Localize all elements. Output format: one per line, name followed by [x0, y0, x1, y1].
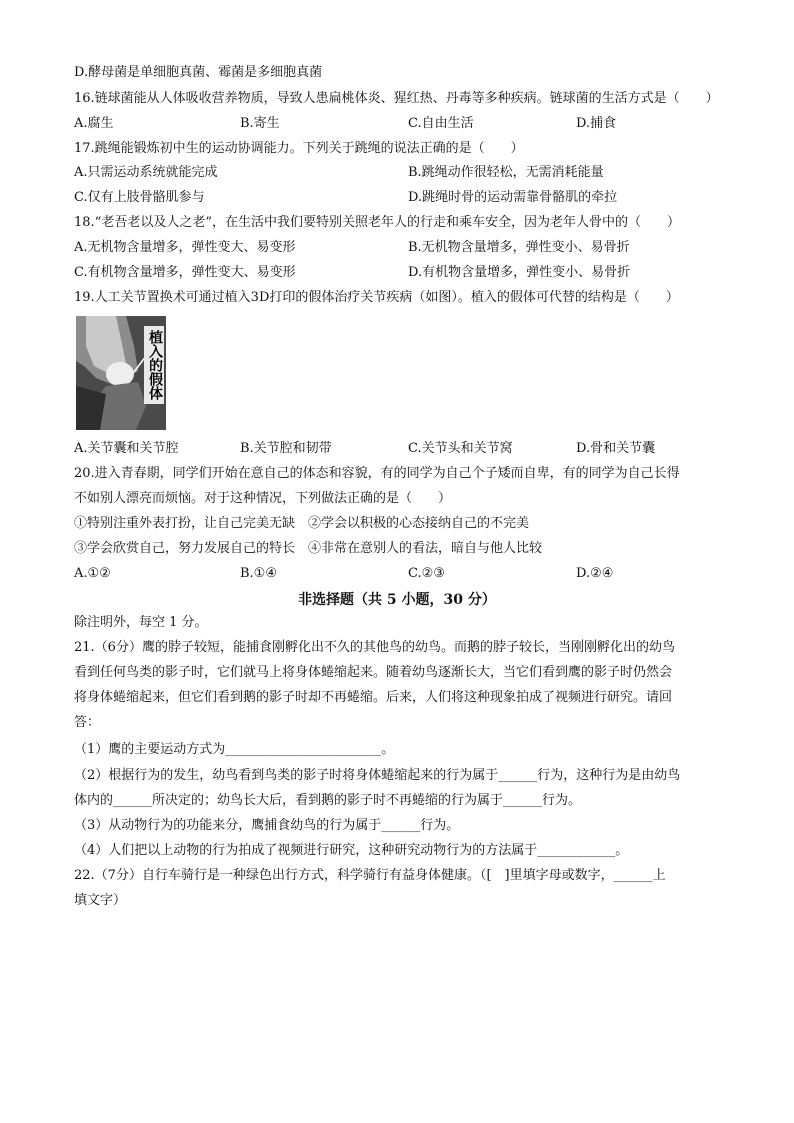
q18-option-c: C.有机物含量增多，弹性变大、易变形 [74, 265, 296, 280]
q21-sub2-line1: （2）根据行为的发生，幼鸟看到鸟类的影子时将身体蜷缩起来的行为属于______行为，这种行为是由幼鸟 [74, 768, 681, 783]
q20-option-b: B.①④ [240, 566, 277, 581]
scoring-note: 除注明外，每空 1 分。 [74, 615, 208, 630]
q16-option-b: B.寄生 [240, 116, 280, 131]
q21-sub3: （3）从动物行为的功能来分，鹰捕食幼鸟的行为属于______行为。 [74, 818, 460, 833]
q21-stem-line3: 将身体蜷缩起来，但它们看到鹅的影子时却不再蜷缩。后来，人们将这种现象拍成了视频进行研究。请回 [74, 690, 673, 705]
q17-option-a: A.只需运动系统就能完成 [74, 165, 218, 180]
q19-option-c: C.关节头和关节窝 [408, 441, 513, 456]
q21-sub4: （4）人们把以上动物的行为拍成了视频进行研究，这种研究动物行为的方法属于____________。 [74, 843, 629, 858]
prosthesis-label: 植入的假体 [144, 326, 164, 404]
q16-option-c: C.自由生活 [408, 116, 474, 131]
q19-option-b: B.关节腔和韧带 [240, 441, 332, 456]
q20-statements-1: ①特别注重外表打扮，让自己完美无缺 ②学会以积极的心态接纳自己的不完美 [74, 516, 530, 531]
q18-option-a: A.无机物含量增多，弹性变大、易变形 [74, 240, 296, 255]
q18-stem: 18.“老吾老以及人之老”，在生活中我们要特别关照老年人的行走和乘车安全，因为老年人骨中的（ ） [74, 215, 680, 230]
q20-stem-line1: 20.进入青春期，同学们开始在意自己的体态和容貌，有的同学为自己个子矮而自卑，有的同学为自己长得 [74, 466, 680, 481]
q20-stem-line2: 不如别人漂亮而烦恼。对于这种情况，下列做法正确的是（ ） [74, 491, 452, 506]
q15-option-d: D.酵母菌是单细胞真菌、霉菌是多细胞真菌 [74, 65, 323, 80]
q21-stem-line4: 答： [74, 715, 101, 730]
q17-stem: 17.跳绳能锻炼初中生的运动协调能力。下列关于跳绳的说法正确的是（ ） [74, 141, 524, 156]
q16-stem: 16.链球菌能从人体吸收营养物质，导致人患扁桃体炎、猩红热、丹毒等多种疾病。链球菌的生活方式是（ ） [74, 91, 719, 106]
q19-option-a: A.关节囊和关节腔 [74, 441, 179, 456]
q16-option-a: A.腐生 [74, 116, 114, 131]
q17-option-b: B.跳绳动作很轻松，无需消耗能量 [408, 165, 604, 180]
q16-option-d: D.捕食 [576, 116, 617, 131]
q21-stem-line2: 看到任何鸟类的影子时，它们就马上将身体蜷缩起来。随着幼鸟逐渐长大，当它们看到鹰的影子时仍然会 [74, 665, 673, 680]
joint-prosthesis-figure [76, 316, 166, 430]
q20-option-d: D.②④ [576, 566, 614, 581]
q19-stem: 19.人工关节置换术可通过植入3D打印的假体治疗关节疾病（如图）。植入的假体可代替的结构是（ ） [74, 290, 679, 305]
q20-option-c: C.②③ [408, 566, 445, 581]
q22-stem-line1: 22.（7分）自行车骑行是一种绿色出行方式，科学骑行有益身体健康。（[ ]里填字母或数字，______上 [74, 868, 666, 883]
q20-statements-2: ③学会欣赏自己，努力发展自己的特长 ④非常在意别人的看法，暗自与他人比较 [74, 541, 543, 556]
q19-option-d: D.骨和关节囊 [576, 441, 656, 456]
q21-sub2-line2: 体内的______所决定的；幼鸟长大后，看到鹅的影子时不再蜷缩的行为属于______行为。 [74, 793, 582, 808]
q17-option-c: C.仅有上肢骨骼肌参与 [74, 190, 205, 205]
q22-stem-line2: 填文字） [74, 893, 127, 908]
q18-option-b: B.无机物含量增多，弹性变小、易骨折 [408, 240, 630, 255]
section-heading: 非选择题（共 5 小题，30 分） [298, 592, 496, 608]
q18-option-d: D.有机物含量增多，弹性变小、易骨折 [408, 265, 631, 280]
q21-stem-line1: 21.（6分）鹰的脖子较短，能捕食刚孵化出不久的其他鸟的幼鸟。而鹅的脖子较长，当刚刚孵化出的幼鸟 [74, 640, 675, 655]
q21-sub1: （1）鹰的主要运动方式为________________________。 [74, 742, 395, 757]
q20-option-a: A.①② [74, 566, 111, 581]
q17-option-d: D.跳绳时骨的运动需靠骨骼肌的牵拉 [408, 190, 618, 205]
